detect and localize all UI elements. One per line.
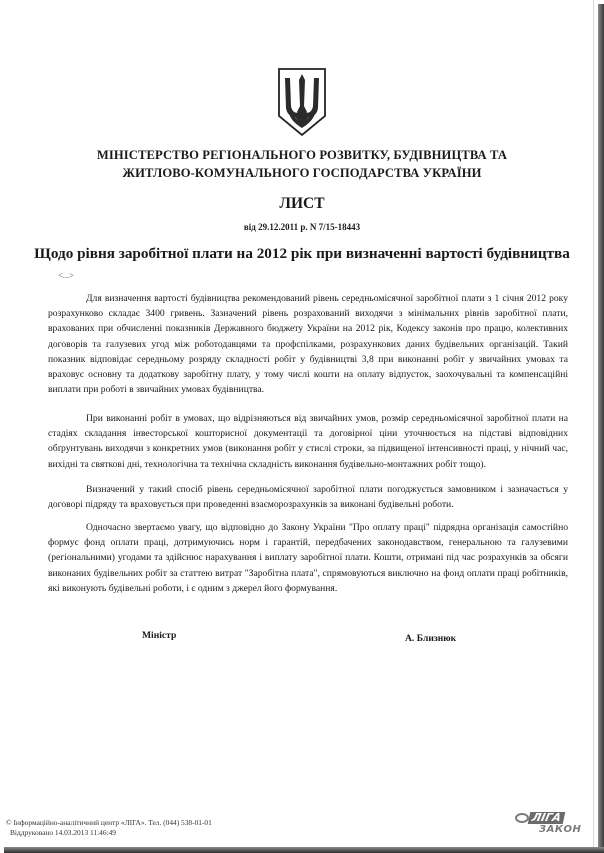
trident-emblem-icon bbox=[276, 66, 328, 138]
liga-zakon-logo bbox=[513, 812, 581, 842]
paragraph-3 bbox=[48, 482, 568, 512]
document-subject: Щодо рівня заробітної плати на 2012 рік при визначенні вартості будівництва bbox=[34, 245, 570, 262]
logo-bottom-text: ЗАКОН bbox=[539, 824, 582, 835]
page-edge-line bbox=[593, 0, 594, 847]
paragraph-text: Одночасно звертаємо увагу, що відповідно до Закону України "Про оплату праці" підрядна організація самостійно формує фонд оплати праці, дотримуючись норм і гарантій, передбачених законодавством, генеральною та галузевими (регіональними) угодами та здійснює нарахування і виплату заробітної плати. Кошти, отримані під час розрахунків за обсяги виконаних будівельних робіт за статтею витрат "Заробітна плата", спрямовуються виключно на фонд оплати праці робітників, які виконують будівельні роботи, і є одним з джерел його формування. bbox=[48, 522, 568, 594]
document-type: ЛИСТ bbox=[279, 195, 325, 212]
signature-title: Міністр bbox=[142, 630, 177, 641]
logo-top-text: ЛІГА bbox=[528, 812, 565, 824]
logo-swoosh-icon bbox=[515, 813, 529, 823]
omission-mark: <...> bbox=[58, 270, 74, 280]
document-date-number: від 29.12.2011 р. N 7/15-18443 bbox=[243, 222, 361, 232]
paragraph-text: Визначений у такий спосіб рівень середньомісячної заробітної плати погоджується замовником і зазначається у договорі підряду та враховується при проведенні взаєморозрахунків за виконані будівельні роботи. bbox=[48, 484, 568, 511]
footer-copyright: © Інформаційно-аналітичний центр «ЛІГА». Тел. (044) 538-01-01 bbox=[6, 818, 212, 827]
paragraph-1 bbox=[48, 291, 568, 397]
footer-printed-timestamp: Віддруковано 14.03.2013 11:46:49 bbox=[10, 828, 116, 837]
signature-name: А. Близнюк bbox=[405, 633, 457, 644]
paragraph-4 bbox=[48, 520, 568, 596]
paragraph-text: При виконанні робіт в умовах, що відрізняються від звичайних умов, розмір середньомісячної заробітної плати на стадіях складання інвесторської кошторисної документації та договірної ціни уточнюється на підставі відповідних обґрунтувань виходячи з конкретних умов (виконання робіт у стислі строки, за підвищеної інтенсивності праці, у нічний час, вихідні та святкові дні, технологічна та технічна складність виконання будівельно-монтажних робіт тощо). bbox=[48, 413, 568, 470]
ministry-name-line1: МІНІСТЕРСТВО РЕГІОНАЛЬНОГО РОЗВИТКУ, БУДІВНИЦТВА ТА bbox=[96, 148, 508, 162]
page-shadow-right bbox=[598, 4, 604, 853]
ministry-name-line2: ЖИТЛОВО-КОМУНАЛЬНОГО ГОСПОДАРСТВА УКРАЇНИ bbox=[122, 166, 482, 180]
page-shadow-bottom bbox=[4, 847, 604, 853]
paragraph-2 bbox=[48, 411, 568, 472]
paragraph-text: Для визначення вартості будівництва рекомендований рівень середньомісячної заробітної плати з 1 січня 2012 року розрахунково складає 3400 гривень. Зазначений рівень розрахований виходячи з мінімальних рівнів заробітної плати, врахованих при обчисленні показників Державного бюджету України на 2012 рік, Кодексу законів про працю, колективних договорів та галузевих угод між роботодавцями та профспілками, розрахункових даних будівельних організацій. Такий показник відповідає середньому розряду складності робіт у будівництві 3,8 при виконанні робіт у звичайних умовах та враховує основну та додаткову заробітну плату, у тому числі кошти на оплату відпусток, заохочувальні та компенсаційні виплати при роботі в звичайних умовах будівництва. bbox=[48, 293, 568, 396]
